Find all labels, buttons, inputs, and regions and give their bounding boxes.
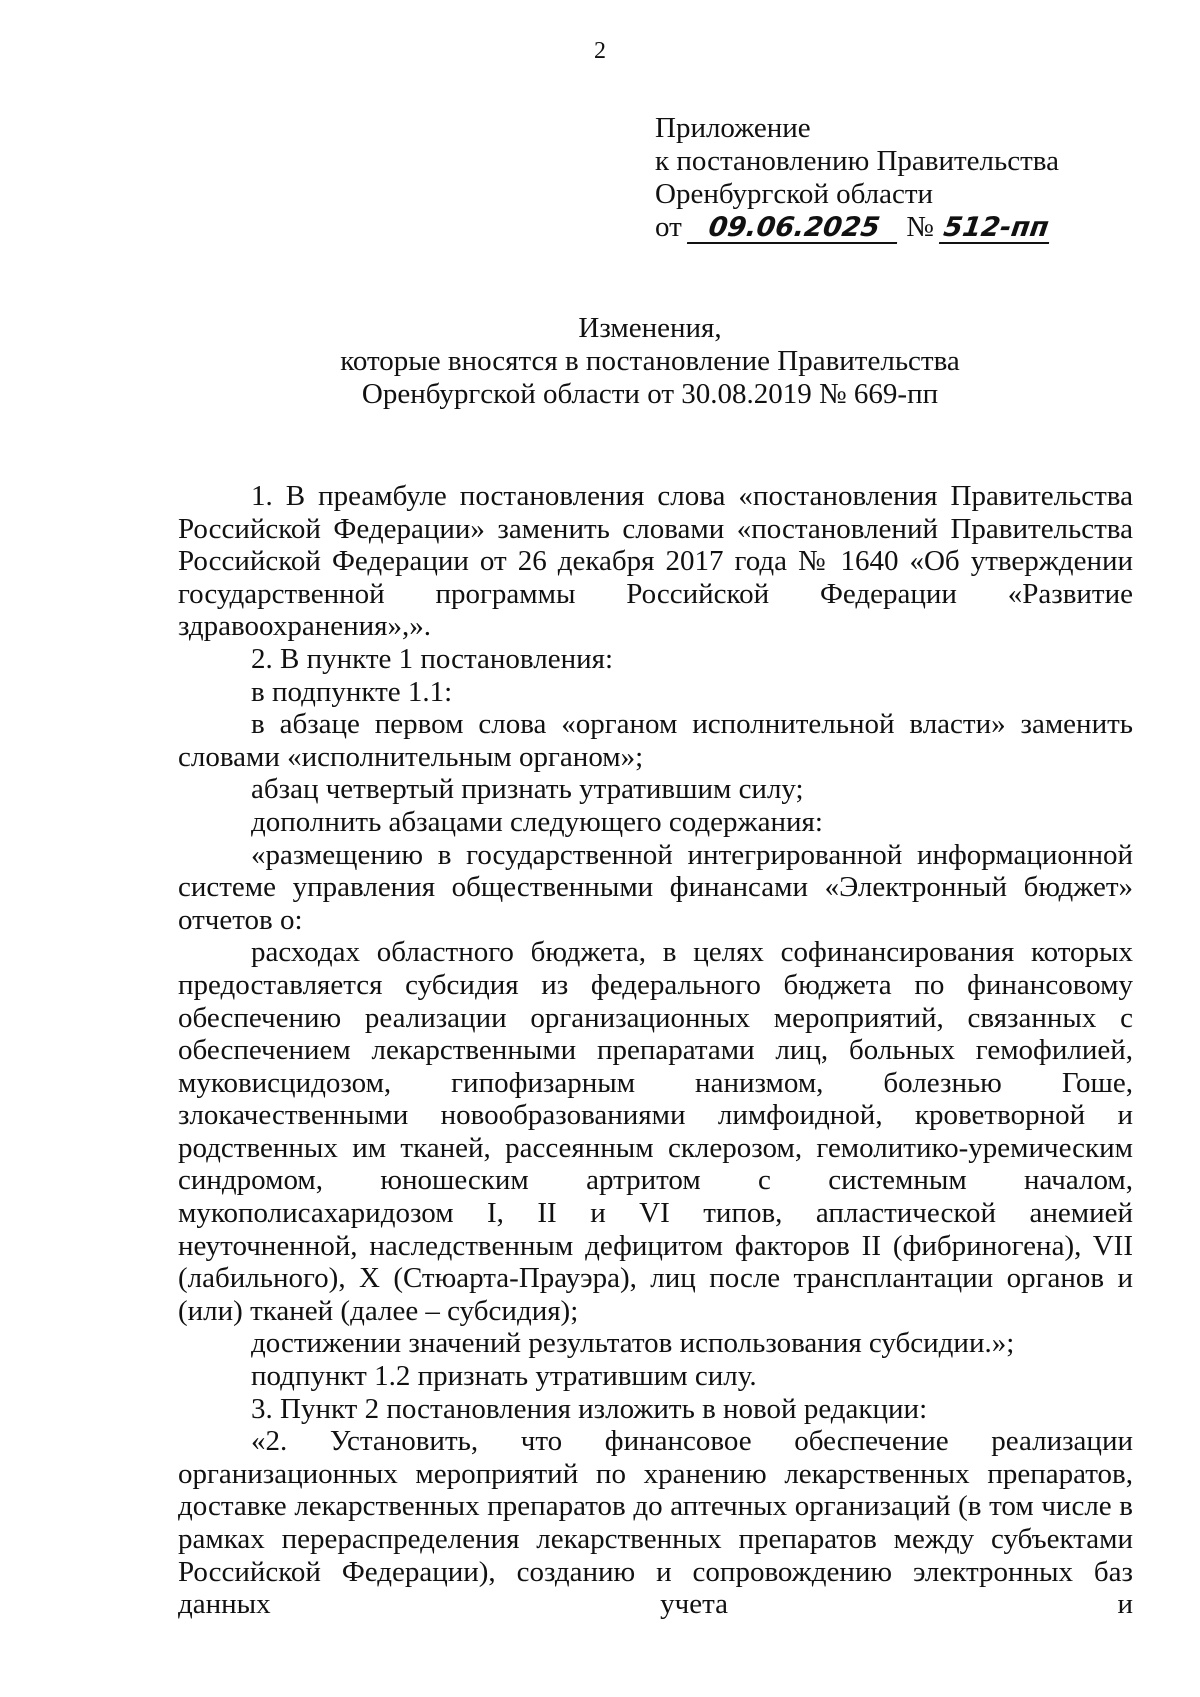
paragraph: «размещению в государственной интегрированной информационной системе управления общественными финансами «Электронный бюджет» отчетов о: xyxy=(178,838,1133,936)
paragraph: расходах областного бюджета, в целях софинансирования которых предоставляется субсидия из федерального бюджета по финансовому обеспечению реализации организационных мероприятий, связанных с обеспечением лекарственными препаратами лиц, больных гемофилией, муковисцидозом, гипофизарным нанизмом, болезнью Гоше, злокачественными новообразованиями лимфоидной, кроветворной и родственных им тканей, рассеянным склерозом, гемолитико-уремическим синдромом, юношеским артритом с системным началом, мукополисахаридозом I, II и VI типов, апластической анемией неуточненной, наследственным дефицитом факторов II (фибриногена), VII (лабильного), X (Стюарта-Прауэра), лиц после трансплантации органов и (или) тканей (далее – субсидия); xyxy=(178,936,1133,1327)
paragraph: достижении значений результатов использования субсидии.»; xyxy=(251,1327,1015,1360)
document-body xyxy=(178,480,1133,1621)
paragraph: 1. В преамбуле постановления слова «постановления Правительства Российской Федерации» заменить словами «постановлений Правительства Российской Федерации от 26 декабря 2017 года № 1640 «Об утверждении государственной программы Российской Федерации «Развитие здравоохранения»,». xyxy=(178,480,1133,643)
paragraph: в абзаце первом слова «органом исполнительной власти» заменить словами «исполнительным органом»; xyxy=(178,708,1133,773)
paragraph: 2. В пункте 1 постановления: xyxy=(251,642,614,675)
paragraph: дополнить абзацами следующего содержания: xyxy=(251,805,823,838)
heading-line-3: Оренбургской области от 30.08.2019 № 669-пп xyxy=(361,378,939,410)
document-heading xyxy=(0,312,1200,411)
heading-line-1: Изменения, xyxy=(578,312,722,344)
handwritten-number: 512-пп xyxy=(939,214,1053,244)
handwritten-date: 09.06.2025 xyxy=(687,214,901,244)
appendix-block xyxy=(655,112,1059,244)
page-number: 2 xyxy=(594,38,606,64)
appendix-title: Приложение xyxy=(655,112,811,144)
heading-line-2: которые вносятся в постановление Правительства xyxy=(340,345,960,377)
paragraph: подпункт 1.2 признать утратившим силу. xyxy=(251,1360,757,1393)
appendix-line-2: к постановлению Правительства xyxy=(655,145,1059,177)
paragraph: «2. Установить, что финансовое обеспечение реализации организационных мероприятий по хранению лекарственных препаратов, доставке лекарственных препаратов до аптечных организаций (в том числе в рамках перераспределения лекарственных препаратов между субъектами Российской Федерации), созданию и сопровождению электронных баз данных учета и xyxy=(178,1425,1133,1621)
paragraph: абзац четвертый признать утратившим силу; xyxy=(251,773,804,806)
paragraph: 3. Пункт 2 постановления изложить в новой редакции: xyxy=(251,1392,928,1425)
paragraph: в подпункте 1.1: xyxy=(251,675,453,708)
appendix-date-line xyxy=(655,211,1059,244)
from-label: от xyxy=(655,211,682,243)
appendix-line-3: Оренбургской области xyxy=(655,178,934,210)
number-label: № xyxy=(906,211,934,243)
